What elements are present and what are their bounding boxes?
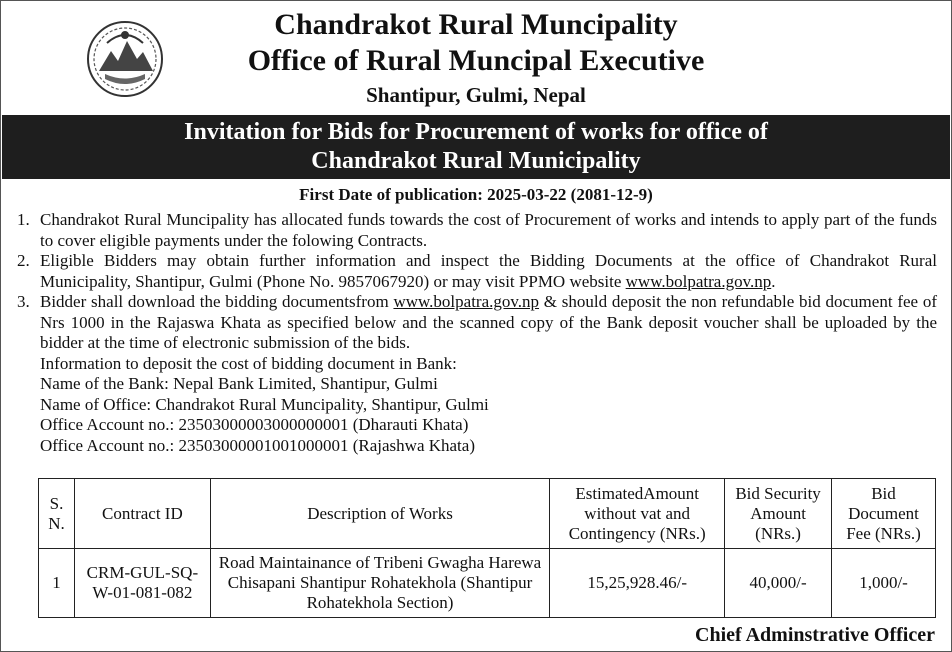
cell-sn: 1 xyxy=(39,549,75,618)
clause-1 xyxy=(13,210,937,251)
header-bid-security: Bid Security Amount (NRs.) xyxy=(725,479,832,549)
office-address: Shantipur, Gulmi, Nepal xyxy=(366,83,586,107)
clause-number: 2. xyxy=(17,251,30,270)
clause-text: Chandrakot Rural Muncipality has allocated funds towards the cost of Procurement of works and intends to apply part of the funds to cover eligible payments under the folowing Contracts. xyxy=(40,210,937,250)
header xyxy=(1,1,951,113)
table-header-row xyxy=(39,479,936,549)
clause-text-end: . xyxy=(771,271,776,291)
header-document-fee: Bid Document Fee (NRs.) xyxy=(832,479,936,549)
signatory: Chief Adminstrative Officer xyxy=(695,624,935,646)
office-title: Office of Rural Muncipal Executive xyxy=(247,44,705,77)
office-name: Name of Office: Chandrakot Rural Muncipality, Shantipur, Gulmi xyxy=(40,394,489,414)
clause-number: 1. xyxy=(17,210,30,229)
clause-text-rest: & should deposit the non refundable bid document fee of Nrs 1000 in the Rajaswa Khata as specified below and the scanned copy of the Bank deposit voucher shall be uploaded by the bidder at the time of electronic submission of the bids. xyxy=(40,292,937,352)
banner-line-1: Invitation for Bids for Procurement of works for office of xyxy=(184,119,768,145)
cell-bid-security: 40,000/- xyxy=(725,549,832,618)
cell-estimated-amount: 15,25,928.46/- xyxy=(550,549,725,618)
bolpatra-link[interactable]: www.bolpatra.gov.np xyxy=(393,292,540,311)
clause-2 xyxy=(13,251,937,292)
clause-text: Bidder shall download the bidding documentsfrom xyxy=(40,292,394,311)
municipality-title: Chandrakot Rural Muncipality xyxy=(274,8,678,41)
header-sn: S. N. xyxy=(39,479,75,549)
table-row xyxy=(39,549,936,618)
clause-text: Eligible Bidders may obtain further information and inspect the Bidding Documents at the office of Chandrakot Rural Municipality, Shantipur, Gulmi (Phone No. 9857067920) or may visit PPMO website xyxy=(40,251,937,291)
publication-date: First Date of publication: 2025-03-22 (2081-12-9) xyxy=(299,185,653,204)
header-estimated-amount: EstimatedAmount without vat and Contingency (NRs.) xyxy=(550,479,725,549)
cell-contract-id: CRM-GUL-SQ-W-01-081-082 xyxy=(74,549,210,618)
clause-number: 3. xyxy=(17,292,30,311)
account-rajashwa: Office Account no.: 23503000001001000001 (Rajashwa Khata) xyxy=(40,435,475,455)
header-contract-id: Contract ID xyxy=(74,479,210,549)
cell-description: Road Maintainance of Tribeni Gwagha Harewa Chisapani Shantipur Rohatekhola (Shantipur Rohatekhola Section) xyxy=(210,549,549,618)
notice-body xyxy=(13,210,937,456)
clause-3 xyxy=(13,292,937,354)
invitation-banner xyxy=(2,115,950,179)
works-table xyxy=(38,478,936,618)
bank-info xyxy=(13,354,937,457)
bank-info-heading: Information to deposit the cost of bidding document in Bank: xyxy=(40,353,457,373)
ppmo-website-link[interactable]: www.bolpatra.gov.np xyxy=(625,271,772,291)
banner-line-2: Chandrakot Rural Municipality xyxy=(311,148,641,174)
bank-name: Name of the Bank: Nepal Bank Limited, Shantipur, Gulmi xyxy=(40,374,438,393)
account-dharauti: Office Account no.: 23503000003000000001 (Dharauti Khata) xyxy=(40,415,469,434)
header-description: Description of Works xyxy=(210,479,549,549)
cell-document-fee: 1,000/- xyxy=(832,549,936,618)
